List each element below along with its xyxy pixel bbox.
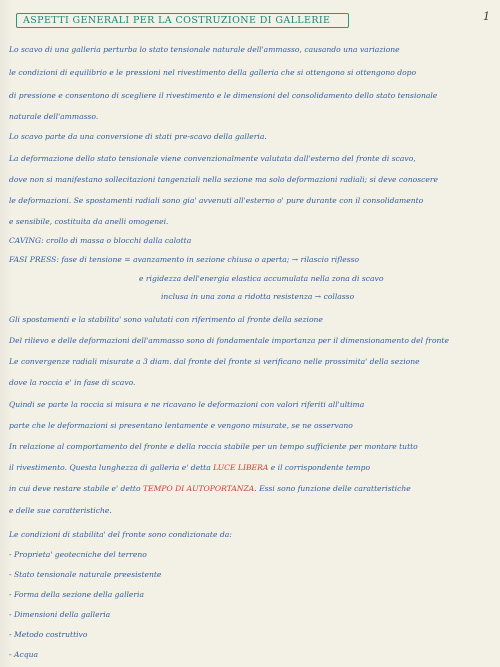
list-item: - Proprieta' geotecniche del terreno — [9, 550, 147, 559]
text-segment: e il corrispondente tempo — [270, 463, 371, 472]
page-number: 1 — [483, 10, 490, 23]
text-line: e delle sue caratteristiche. — [9, 506, 112, 515]
text-line: La deformazione dello stato tensionale viene convenzionalmente valutata dall'esterno del fronte di scavo, — [9, 154, 416, 163]
list-item: - Metodo costruttivo — [9, 630, 88, 639]
text-line: Le convergenze radiali misurate a 3 diam. dal fronte del fronte si verificano nelle prossimita' della sezione — [9, 357, 420, 366]
highlighted-term: LUCE LIBERA — [213, 463, 269, 472]
text-line: Gli spostamenti e la stabilita' sono valutati con riferimento al fronte della sezione — [9, 315, 323, 324]
text-line: dove non si manifestano sollecitazioni tangenziali nella sezione ma solo deformazioni radiali; si deve conoscere — [9, 175, 438, 184]
text-line: CAVING: crollo di massa o blocchi dalla calotta — [9, 236, 192, 245]
text-line-with-highlight — [9, 463, 370, 472]
text-line: dove la roccia e' in fase di scavo. — [9, 378, 136, 387]
text-line: le deformazioni. Se spostamenti radiali sono gia' avvenuti all'esterno o' pure durante con il consolidamento — [9, 196, 424, 205]
list-item: - Stato tensionale naturale preesistente — [9, 570, 162, 579]
text-line: FASI PRESS: fase di tensione = avanzamento in sezione chiusa o aperta; → rilascio riflesso — [9, 255, 360, 264]
list-item: - Dimensioni della galleria — [9, 610, 111, 619]
text-line: In relazione al comportamento del fronte e della roccia stabile per un tempo sufficiente per montare tutto — [9, 442, 418, 451]
text-line: Del rilievo e delle deformazioni dell'ammasso sono di fondamentale importanza per il dimensionamento del fronte — [9, 336, 449, 345]
text-line: e rigidezza dell'energia elastica accumulata nella zona di scavo — [139, 274, 384, 283]
text-line: di pressione e consentono di scegliere il rivestimento e le dimensioni del consolidamento dello stato tensionale — [9, 91, 438, 100]
text-line: Le condizioni di stabilita' del fronte sono condizionate da: — [9, 530, 232, 539]
page-title: ASPETTI GENERALI PER LA COSTRUZIONE DI GALLERIE — [16, 13, 349, 28]
text-segment: in cui deve restare stabile e' detto — [9, 484, 141, 493]
text-line: parte che le deformazioni si presentano lentamente e vengono misurate, se ne osservano — [9, 421, 353, 430]
text-line: le condizioni di equilibrio e le pressioni nel rivestimento della galleria che si ottengono si ottengono dopo — [9, 68, 417, 77]
text-line: Lo scavo parte da una conversione di stati pre-scavo della galleria. — [9, 132, 267, 141]
text-line: Lo scavo di una galleria perturba lo stato tensionale naturale dell'ammasso, causando una variazione — [9, 45, 400, 54]
text-line: naturale dell'ammasso. — [9, 112, 99, 121]
text-line-with-highlight — [9, 484, 411, 493]
text-segment: il rivestimento. Questa lunghezza di galleria e' detta — [9, 463, 211, 472]
text-line: Quindi se parte la roccia si misura e ne ricavano le deformazioni con valori riferiti all'ultima — [9, 400, 365, 409]
text-line: e sensibile, costituita da anelli omogenei. — [9, 217, 169, 226]
text-segment: . Essi sono funzione delle caratteristiche — [254, 484, 411, 493]
text-line: inclusa in una zona a ridotta resistenza → collasso — [161, 292, 355, 301]
list-item: - Acqua — [9, 650, 38, 659]
highlighted-term: TEMPO DI AUTOPORTANZA — [142, 484, 255, 493]
list-item: - Forma della sezione della galleria — [9, 590, 145, 599]
